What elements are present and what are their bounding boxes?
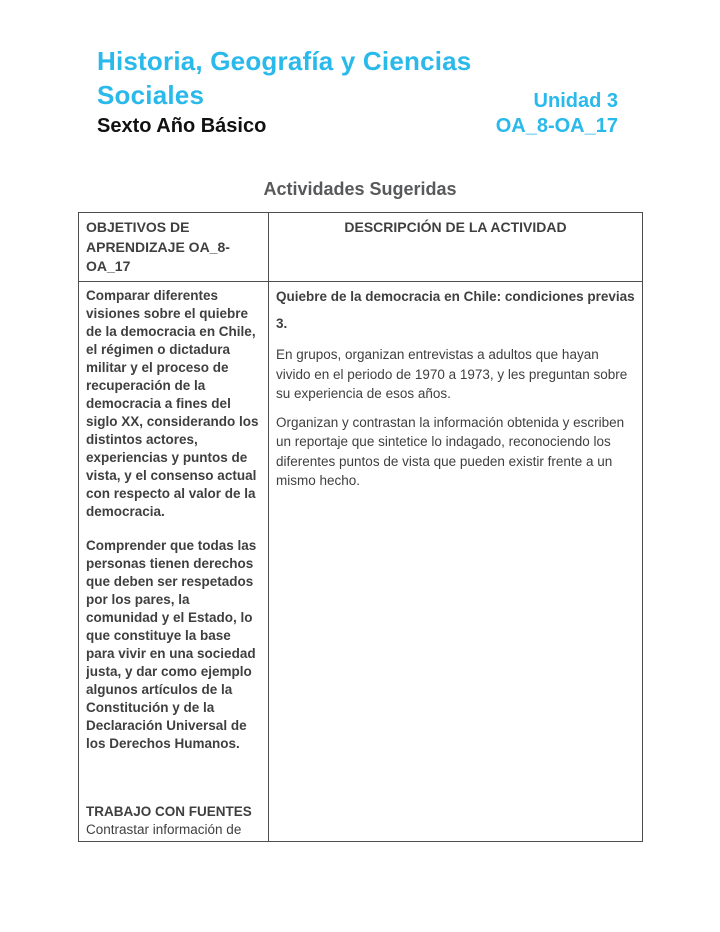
objectives-cell-content bbox=[86, 287, 261, 839]
objectives-cell bbox=[79, 282, 269, 842]
objective-paragraph-2: Comprender que todas las personas tienen derechos que deben ser respetados por los pares, la comunidad y el Estado, lo que constituye la base para vivir en una sociedad justa, y dar como ejemplo algunos artículos de la Constitución y de la Declaración Universal de los Derechos Humanos. bbox=[86, 538, 257, 751]
table-body-row bbox=[79, 282, 643, 842]
objective-paragraph-1: Comparar diferentes visiones sobre el quiebre de la democracia en Chile, el régimen o dictadura militar y el proceso de recuperación de la democracia a fines del siglo XX, considerando los distintos actores, experiencias y puntos de vista, y el consenso actual con respecto al valor de la democracia. bbox=[86, 288, 259, 519]
grade-subtitle: Sexto Año Básico bbox=[97, 115, 267, 137]
sources-work-text: Contrastar información de bbox=[86, 822, 242, 837]
activity-cell bbox=[269, 282, 643, 842]
document-header bbox=[97, 44, 618, 139]
activity-paragraph-1: En grupos, organizan entrevistas a adultos que hayan vivido en el periodo de 1970 a 1973, y les preguntan sobre su experiencia de esos años. bbox=[276, 347, 628, 401]
header-right-block bbox=[496, 89, 618, 139]
activity-number: 3. bbox=[276, 315, 288, 331]
objectives-column-header: OBJETIVOS DE APRENDIZAJE OA_8-OA_17 bbox=[79, 213, 269, 282]
activities-table bbox=[78, 212, 643, 842]
section-heading: Actividades Sugeridas bbox=[263, 179, 457, 199]
unit-label: Unidad 3 bbox=[533, 90, 618, 112]
table-header-row bbox=[79, 213, 643, 282]
sources-work-label: TRABAJO CON FUENTES bbox=[86, 804, 252, 819]
activity-paragraph-2: Organizan y contrastan la información obtenida y escriben un reportaje que sintetice lo indagado, reconociendo los diferentes puntos de vista que pueden existir frente a un mismo hecho. bbox=[276, 414, 625, 488]
activity-cell-content bbox=[276, 287, 635, 839]
header-left-block bbox=[97, 44, 496, 139]
oa-range-label: OA_8-OA_17 bbox=[495, 115, 618, 137]
description-column-header: DESCRIPCIÓN DE LA ACTIVIDAD bbox=[269, 213, 643, 282]
activity-title: Quiebre de la democracia en Chile: condiciones previas bbox=[276, 289, 635, 304]
subject-title: Historia, Geografía y Ciencias Sociales bbox=[97, 46, 472, 110]
